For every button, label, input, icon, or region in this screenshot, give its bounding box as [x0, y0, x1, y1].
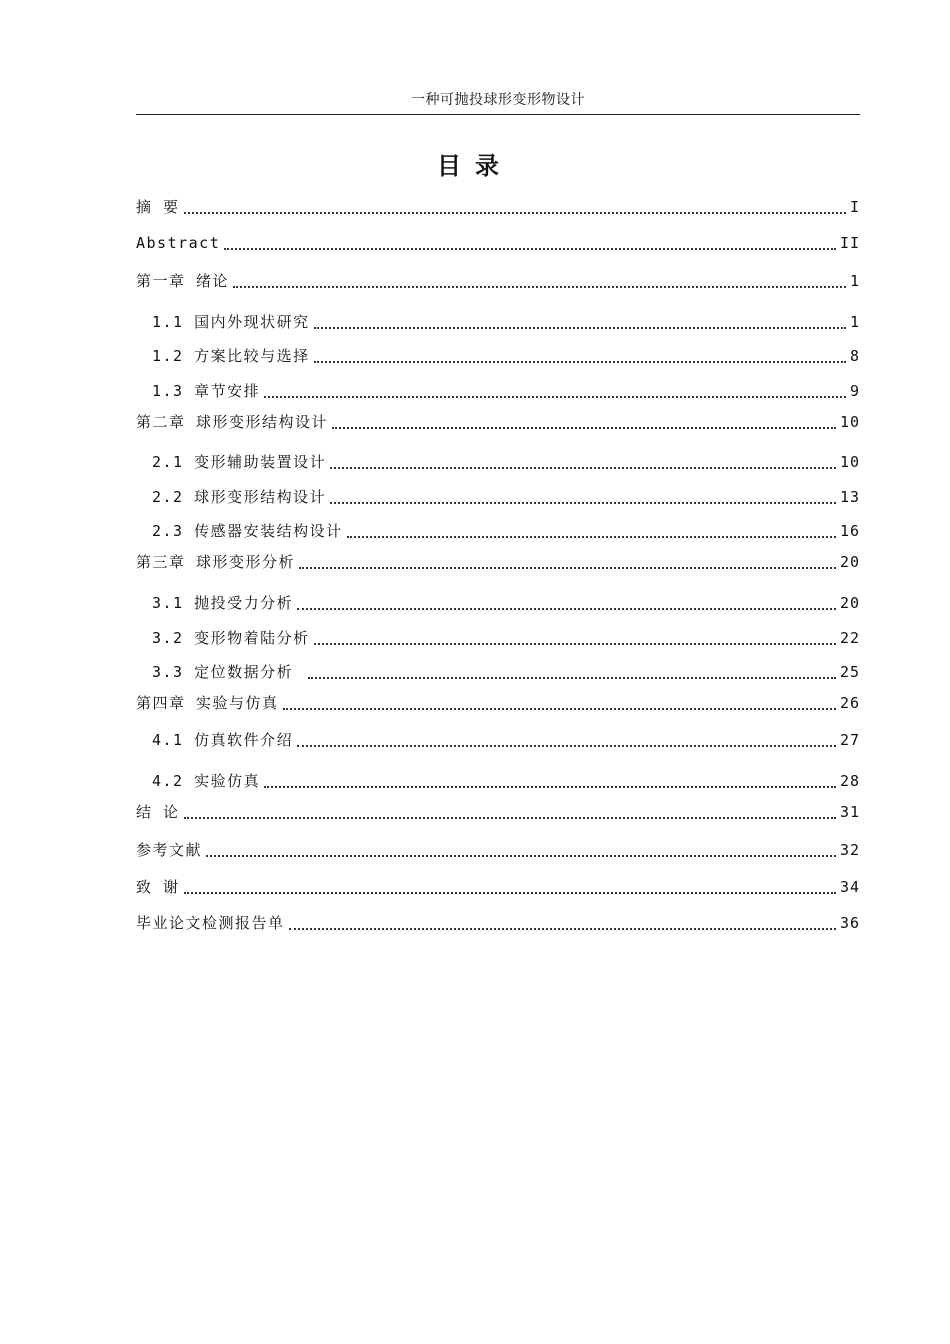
toc-leader-dots — [184, 816, 836, 819]
toc-entry-label: 1.1 国内外现状研究 — [152, 313, 310, 331]
toc-entry-label: 3.1 抛投受力分析 — [152, 594, 294, 612]
toc-title: 目录 — [437, 152, 513, 180]
toc-entry-label: 第四章 实验与仿真 — [136, 694, 279, 712]
toc-entry-label: 参考文献 — [136, 841, 203, 859]
toc-entry-label: 第一章 绪论 — [136, 272, 230, 290]
toc-entry[interactable] — [136, 690, 860, 714]
toc-entry-page: 31 — [839, 803, 860, 821]
toc-entry[interactable] — [136, 799, 860, 823]
toc-entry[interactable] — [136, 449, 860, 473]
toc-entry[interactable] — [136, 268, 860, 292]
toc-entry-page: 25 — [839, 663, 860, 681]
toc-entry[interactable] — [136, 625, 860, 649]
toc-leader-dots — [264, 395, 846, 398]
toc-leader-dots — [289, 927, 836, 930]
toc-entry-page: 20 — [839, 553, 860, 571]
toc-entry-label: 第三章 球形变形分析 — [136, 553, 296, 571]
toc-entry-label: 1.3 章节安排 — [152, 382, 261, 400]
toc-leader-dots — [264, 785, 836, 788]
toc-entry-page: 34 — [839, 878, 860, 896]
toc-leader-dots — [206, 854, 836, 857]
toc-leader-dots — [308, 676, 836, 679]
toc-entry[interactable] — [136, 837, 860, 861]
toc-entry-label: 2.1 变形辅助装置设计 — [152, 453, 327, 471]
toc-entry-page: II — [839, 234, 860, 252]
toc-entry[interactable] — [136, 484, 860, 508]
toc-leader-dots — [314, 642, 836, 645]
toc-entry[interactable] — [136, 409, 860, 433]
toc-entry[interactable] — [136, 378, 860, 402]
toc-entry-label: Abstract — [136, 234, 221, 252]
toc-entry[interactable] — [136, 659, 860, 683]
toc-entry[interactable] — [136, 549, 860, 573]
toc-entry-label: 1.2 方案比较与选择 — [152, 347, 310, 365]
toc-entry-label: 4.1 仿真软件介绍 — [152, 731, 294, 749]
toc-leader-dots — [330, 466, 836, 469]
toc-entry-page: 28 — [839, 772, 860, 790]
toc-leader-dots — [283, 707, 836, 710]
toc-entry[interactable] — [136, 309, 860, 333]
toc-entry-label: 第二章 球形变形结构设计 — [136, 413, 329, 431]
toc-entry[interactable] — [136, 194, 860, 218]
running-header — [136, 86, 860, 115]
toc-entry-label: 毕业论文检测报告单 — [136, 914, 285, 932]
toc-entry-label: 摘 要 — [136, 198, 180, 216]
toc-leader-dots — [314, 360, 846, 363]
toc-entry-page: 1 — [849, 272, 860, 290]
toc-entry-page: 10 — [839, 453, 860, 471]
toc-entry[interactable] — [136, 230, 860, 254]
toc-entry-label: 3.3 定位数据分析 — [152, 663, 304, 681]
toc-entry[interactable] — [136, 343, 860, 367]
toc-entry-page: I — [849, 198, 860, 216]
toc-entry-page: 32 — [839, 841, 860, 859]
toc-entry-page: 36 — [839, 914, 860, 932]
toc-entry-page: 9 — [849, 382, 860, 400]
toc-entry[interactable] — [136, 590, 860, 614]
toc-entry-label: 结 论 — [136, 803, 180, 821]
toc-leader-dots — [297, 607, 836, 610]
toc-entry[interactable] — [136, 874, 860, 898]
toc-entry-label: 致 谢 — [136, 878, 180, 896]
toc-entry[interactable] — [136, 518, 860, 542]
toc-leader-dots — [224, 247, 836, 250]
toc-leader-dots — [297, 744, 836, 747]
toc-entry-page: 10 — [839, 413, 860, 431]
toc-entry-label: 3.2 变形物着陆分析 — [152, 629, 310, 647]
toc-entry[interactable] — [136, 910, 860, 934]
toc-entry-label: 4.2 实验仿真 — [152, 772, 261, 790]
toc-entry-page: 13 — [839, 488, 860, 506]
running-title: 一种可抛投球形变形物设计 — [411, 92, 585, 108]
toc-entry[interactable] — [136, 768, 860, 792]
toc-entry-page: 8 — [849, 347, 860, 365]
toc-entry-label: 2.3 传感器安装结构设计 — [152, 522, 343, 540]
toc-entry-label: 2.2 球形变形结构设计 — [152, 488, 327, 506]
toc-leader-dots — [330, 501, 836, 504]
toc-leader-dots — [184, 891, 836, 894]
toc-leader-dots — [347, 535, 836, 538]
toc-leader-dots — [184, 211, 846, 214]
toc-leader-dots — [314, 326, 846, 329]
toc-entry[interactable] — [136, 727, 860, 751]
toc-entry-page: 26 — [839, 694, 860, 712]
toc-leader-dots — [332, 426, 836, 429]
toc-leader-dots — [233, 285, 846, 288]
toc-entry-page: 1 — [849, 313, 860, 331]
toc-entry-page: 16 — [839, 522, 860, 540]
toc-entry-page: 20 — [839, 594, 860, 612]
toc-leader-dots — [299, 566, 836, 569]
toc-entry-page: 22 — [839, 629, 860, 647]
toc-entry-page: 27 — [839, 731, 860, 749]
